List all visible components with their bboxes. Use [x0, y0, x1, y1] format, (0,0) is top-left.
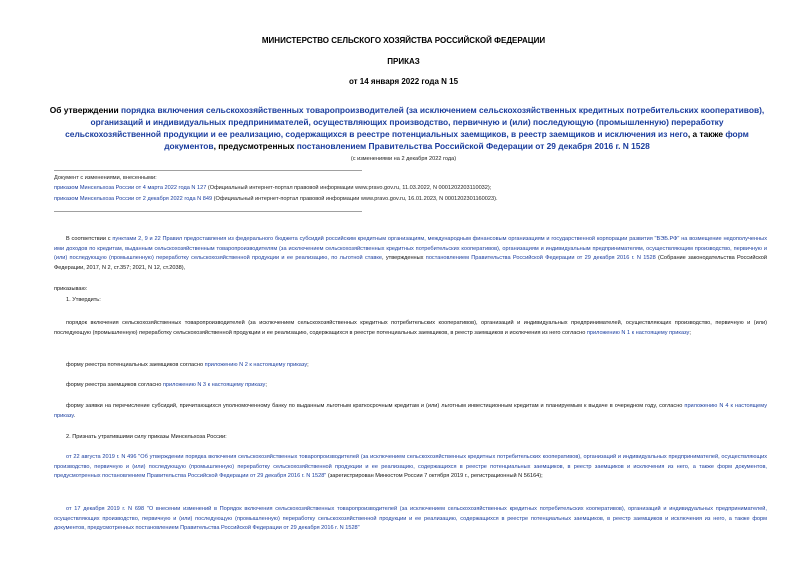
appendix-2-link[interactable]: приложению N 2 к настоящему приказу [204, 362, 308, 368]
amendment-item-2 [54, 196, 498, 202]
divider-top [54, 170, 362, 171]
order-word: приказываю: [54, 286, 88, 292]
repealed-order-2 [54, 505, 767, 534]
appendix-4-link[interactable]: приложению N 4 к настоящему приказу [54, 403, 767, 419]
amendment-link-2[interactable]: приказом Минсельхоза России от 2 декабря 2022 года N 849 [54, 196, 213, 202]
title-mid2: , предусмотренных [213, 141, 297, 151]
preamble-text: В соответствии с [66, 236, 113, 242]
amendment-text-1: (Официальный интернет-портал правовой информации www.pravo.gov.ru, 11.03.2022, N 0001202203110032); [206, 185, 492, 191]
repealed-order-1-end: (зарегистрирован Минюстом России 7 октября 2019 г., регистрационный N 56164); [326, 473, 543, 480]
preamble-paragraph [54, 235, 767, 273]
amendment-link-1[interactable]: приказом Минсельхоза России от 4 марта 2022 года N 127 [54, 185, 207, 191]
form-3-text: форму заявки на перечисление субсидий, причитающихся уполномоченному банку по выданным льготным краткосрочным кредитам и (или) льготным инвестиционным кредитам и планируемым к выдаче в очередном году, согласно [66, 403, 685, 409]
amendment-item-1 [54, 185, 491, 191]
procedure-paragraph [54, 319, 767, 338]
form-2-end: ; [265, 382, 267, 388]
form-1-text: форму реестра потенциальных заемщиков согласно [66, 362, 205, 368]
form-2-text: форму реестра заемщиков согласно [66, 382, 163, 388]
doc-type-heading: ПРИКАЗ [387, 57, 420, 66]
form-3-end: . [73, 412, 76, 419]
procedure-text: порядок включения сельскохозяйственных товаропроизводителей (за исключением сельскохозяйственных кредитных потребительских кооперативов), организаций и индивидуальных предпринимателей, осуществляющих производство, первичную и (или) последующую (промышленную) переработку сельскохозяйственной продукции и ее реализацию, содержащихся в реестре потенциальных заемщиков, в реестр заемщиков и исключения из него согласно [54, 320, 767, 336]
resolution-link[interactable]: постановлением Правительства Российской Федерации от 29 декабря 2016 г. N 1528 [296, 141, 650, 151]
appendix-1-link[interactable]: приложению N 1 к настоящему приказу [586, 329, 690, 336]
form-1-paragraph [54, 361, 767, 371]
title-mid: , а также [687, 129, 726, 139]
item-1-heading: 1. Утвердить: [66, 297, 101, 303]
rules-link[interactable]: пунктами 2, 9 и 22 Правил предоставления из федерального бюджета субсидий российским кредитным организациям, международным финансовым организациям и государственной корпорации развития "ВЭБ.РФ" на возмещение недополученных ими доходов по кредитам, выданным сельскохозяйственным товаропроизводителям (за исключением сельскохозяйственных кредитных потребительских кооперативов), организациям и индивидуальным предпринимателям, осуществляющим производство, первичную и (или) последующую (промышленную) переработку сельскохозяйственной продукции и ее реализацию, по льготной ставке [54, 236, 768, 262]
repealed-order-1 [54, 453, 767, 482]
form-3-paragraph [54, 402, 767, 421]
repealed-order-1-link[interactable]: от 22 августа 2019 г. N 496 "Об утверждении порядка включения сельскохозяйственных товаропроизводителей (за исключением сельскохозяйственных кредитных потребительских кооперативов), организаций и индивидуальных предпринимателей, осуществляющих производство, первичную и (или) последующую (промышленную) переработку сельскохозяйственной продукции и ее реализацию, содержащихся в реестре потенциальных заемщиков, в реестр заемщиков и исключения из него, а также форм документов, предусмотренных постановлением Правительства Российской Федерации от 29 декабря 2016 г. N 1528" [54, 454, 767, 480]
forms-link[interactable]: форм документов [164, 129, 749, 151]
date-number-heading: от 14 января 2022 года N 15 [348, 77, 459, 86]
preamble-mid: , утвержденных [381, 255, 426, 262]
form-2-paragraph [54, 381, 767, 391]
ministry-heading: МИНИСТЕРСТВО СЕЛЬСКОГО ХОЗЯЙСТВА РОССИЙСКОЙ ФЕДЕРАЦИИ [261, 36, 546, 45]
amendment-text-2: (Официальный интернет-портал правовой информации www.pravo.gov.ru, 16.01.2023, N 0001202301160023). [212, 196, 498, 202]
edit-note: (с изменениями на 2 декабря 2022 года) [350, 156, 457, 162]
preamble-resolution-link[interactable]: постановлением Правительства Российской Федерации от 29 декабря 2016 г. N 1528 [425, 255, 656, 262]
repealed-order-2-link[interactable]: от 17 декабря 2019 г. N 698 "О внесении изменений в Порядок включения сельскохозяйственных товаропроизводителей (за исключением сельскохозяйственных кредитных потребительских кооперативов), организаций и индивидуальных предпринимателей, осуществляющих производство, первичную и (или) последующую (промышленную) переработку сельскохозяйственной продукции и ее реализацию, содержащихся в реестре потенциальных заемщиков, в реестр заемщиков и исключения из него, а также форм документов, предусмотренных постановлением Правительства Российской Федерации от 29 декабря 2016 г. N 1528" [54, 506, 767, 532]
amendments-label: Документ с изменениями, внесенными: [54, 175, 157, 181]
divider-bottom [54, 211, 362, 212]
preamble-end: (Собрание законодательства Российской Федерации, 2017, N 2, ст.357; 2021, N 12, ст.2038), [54, 255, 768, 271]
appendix-3-link[interactable]: приложению N 3 к настоящему приказу [162, 382, 266, 388]
procedure-link[interactable]: порядка включения сельскохозяйственных товаропроизводителей (за исключением сельскохозяйственных кредитных потребительских кооперативов), организаций и индивидуальных предпринимателей, осуществляющих производство, первичную и (или) последующую (промышленную) переработку сельскохозяйственной продукции и ее реализацию, содержащихся в реестре потенциальных заемщиков, в реестр заемщиков и исключения из него [65, 105, 765, 139]
title-prefix: Об утверждении [49, 105, 121, 115]
procedure-end: ; [689, 329, 691, 336]
item-2-heading: 2. Признать утратившими силу приказы Минсельхоза России: [66, 434, 227, 440]
document-title [48, 104, 766, 152]
form-1-end: ; [307, 362, 309, 368]
